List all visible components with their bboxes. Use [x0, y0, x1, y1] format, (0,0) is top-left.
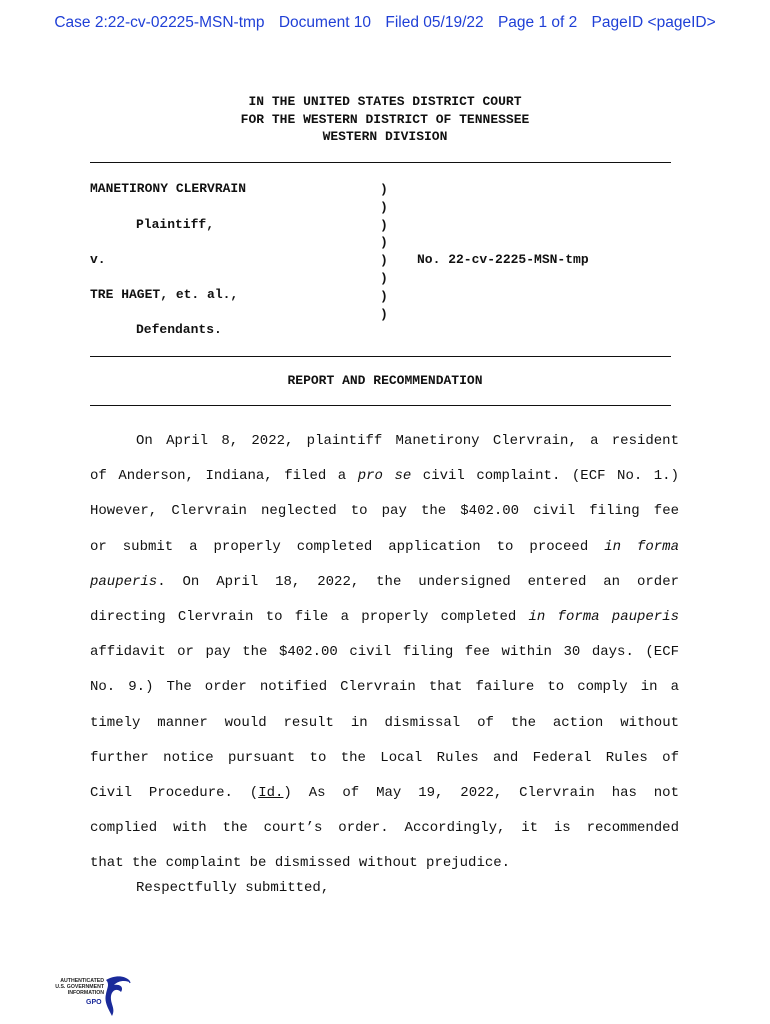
caption-paren: ): [380, 235, 388, 251]
court-line-3: WESTERN DIVISION: [322, 129, 448, 144]
divider-top: [90, 162, 671, 163]
eagle-icon: [102, 974, 132, 1018]
body-line: complied with the court’s order. Accordingly, it is recommended: [90, 820, 679, 837]
in-forma-italic: in forma: [604, 538, 679, 555]
caption-paren: ): [380, 288, 388, 304]
pageid-stamp: PageID <pageID>: [591, 14, 716, 31]
defendant-name: TRE HAGET, et. al.,: [90, 287, 239, 302]
defendant-role: Defendants.: [136, 322, 222, 337]
body-line: directing Clervrain to file a properly completed in forma pauperis: [90, 609, 680, 626]
document-title: REPORT AND RECOMMENDATION: [287, 373, 483, 388]
gpo-authentication-seal: [44, 974, 130, 1020]
filed-date-stamp: Filed 05/19/22: [385, 14, 484, 31]
caption-paren: ): [380, 253, 388, 269]
body-line: that the complaint be dismissed without prejudice.: [90, 855, 511, 872]
body-text: [90, 424, 679, 882]
body-line: of Anderson, Indiana, filed a pro se civil complaint. (ECF No. 1.): [90, 468, 679, 485]
pauperis-italic: pauperis: [90, 573, 158, 590]
caption-paren: ): [380, 182, 388, 197]
body-line: However, Clervrain neglected to pay the $402.00 civil filing fee: [90, 503, 679, 520]
body-line: Civil Procedure. (Id.) As of May 19, 2022, Clervrain has not: [90, 785, 679, 802]
caption-paren: ): [380, 306, 388, 322]
plaintiff-role: Plaintiff,: [136, 217, 215, 232]
body-line: affidavit or pay the $402.00 civil filing fee within 30 days. (ECF: [90, 644, 679, 661]
court-line-1: IN THE UNITED STATES DISTRICT COURT: [248, 94, 522, 109]
caption-paren: ): [380, 270, 388, 286]
caption-paren: ): [380, 199, 388, 215]
document-number-stamp: Document 10: [278, 14, 372, 31]
gpo-label: GPO: [86, 999, 102, 1006]
divider-caption-bottom: [90, 356, 671, 357]
court-heading: [0, 93, 770, 146]
case-number: No. 22-cv-2225-MSN-tmp: [417, 252, 589, 267]
body-line: timely manner would result in dismissal of the action without: [90, 714, 679, 731]
body-line: No. 9.) The order notified Clervrain that failure to comply in a: [90, 679, 679, 696]
gpo-seal-text: AUTHENTICATED U.S. GOVERNMENT INFORMATION: [55, 978, 104, 996]
body-line: further notice pursuant to the Local Rules and Federal Rules of: [90, 749, 679, 766]
versus-label: v.: [90, 252, 106, 267]
divider-title-bottom: [90, 405, 671, 406]
case-number-stamp: Case 2:22-cv-02225-MSN-tmp: [54, 14, 265, 31]
in-forma-pauperis-italic: in forma pauperis: [528, 609, 680, 626]
body-line: pauperis. On April 18, 2022, the undersigned entered an order: [90, 573, 679, 590]
plaintiff-name: MANETIRONY CLERVRAIN: [90, 181, 247, 196]
court-line-2: FOR THE WESTERN DISTRICT OF TENNESSEE: [240, 111, 530, 127]
caption-paren: ): [380, 217, 388, 233]
id-citation: Id.: [258, 785, 284, 802]
page-number-stamp: Page 1 of 2: [497, 14, 578, 31]
signoff: Respectfully submitted,: [136, 880, 330, 896]
caption-parens: [380, 181, 388, 323]
filing-stamp: [0, 14, 770, 32]
body-line: On April 8, 2022, plaintiff Manetirony Clervrain, a resident: [136, 433, 679, 449]
body-line: or submit a properly completed application to proceed in forma: [90, 538, 679, 555]
pro-se-italic: pro se: [357, 468, 412, 485]
